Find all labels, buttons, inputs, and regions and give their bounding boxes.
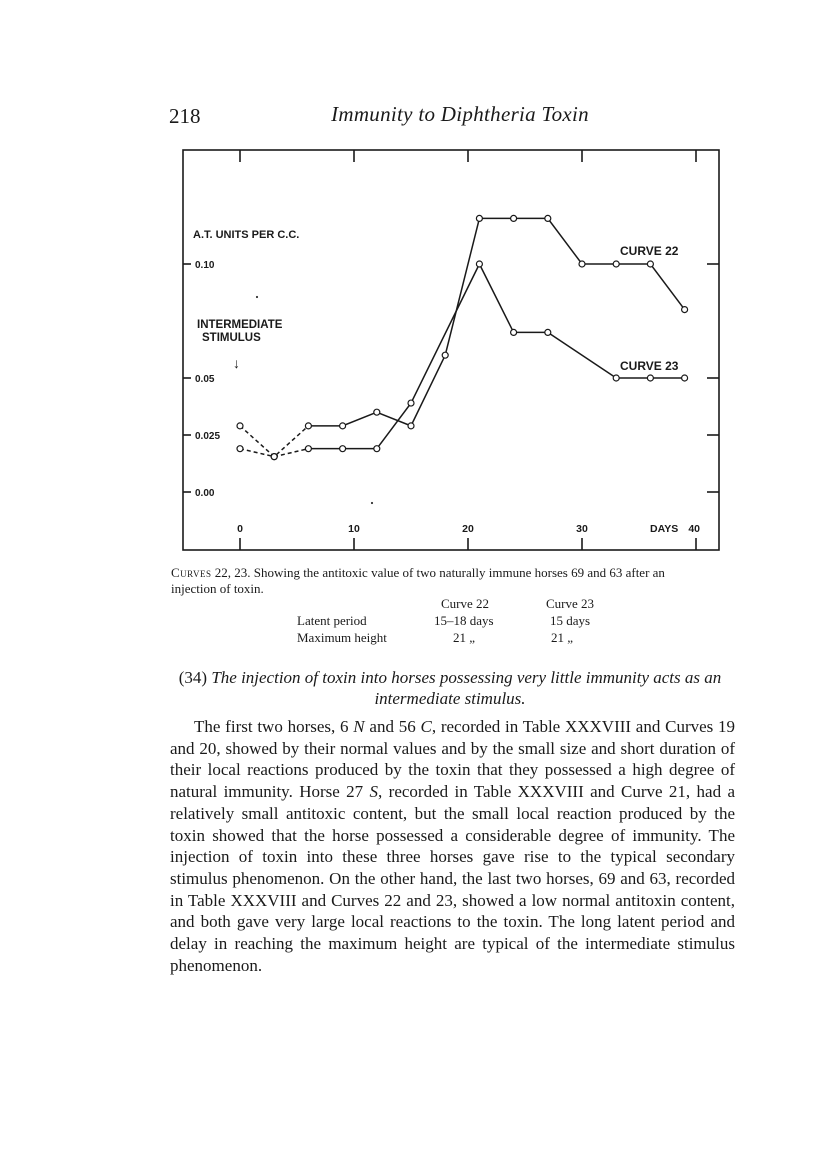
- x-tick-label: 20: [462, 523, 474, 535]
- curve-22-label: CURVE 22: [620, 244, 679, 258]
- body-italic-run: S: [369, 782, 379, 802]
- section-number: (34): [178, 668, 208, 687]
- data-point: [682, 307, 688, 313]
- table-header-curve-23: Curve 23: [546, 596, 595, 611]
- y-tick-labels: [195, 260, 220, 499]
- dashed-segment: [240, 426, 308, 457]
- table-header-curve-22: Curve 22: [441, 596, 490, 611]
- data-point: [305, 423, 311, 429]
- data-point: [442, 352, 448, 358]
- body-text-run: , recorded in Table XXXVIII and Curves 19 and 20, showed by their normal values and by the small size and short duration of their local reactions produced by the toxin that they possessed a high degree of natural immunity. Horse 27: [170, 717, 736, 802]
- body-text-run: The first two horses, 6: [194, 717, 349, 736]
- x-tick-labels: [237, 523, 700, 535]
- x-tick-label: 0: [237, 523, 243, 535]
- data-point: [237, 446, 243, 452]
- y-tick-label: 0.05: [195, 374, 215, 385]
- body-text-run: , recorded in Table XXXVIII and Curve 21, had a relatively small antitoxic content, but the small local reaction produced by the toxin showed that the horse possessed a considerable degree of immunity. The injection of toxin into these three horses gave rise to the typical secondary stimulus phenomenon. On the other hand, the last two horses, 69 and 63, recorded in Table XXXVIII and Curves 22 and 23, showed a low normal antitoxin content, and both gave very large local reactions to the toxin. The long latent period and delay in reaching the maximum height are typical of the intermediate stimulus phenomenon.: [170, 782, 736, 975]
- bottom-tick-marks: [240, 538, 696, 550]
- annotation-line1: INTERMEDIATE: [197, 319, 283, 331]
- y-tick-label: 0.10: [195, 260, 215, 271]
- curve-23-label: CURVE 23: [620, 359, 679, 373]
- body-text-run: and 56: [364, 717, 416, 736]
- data-point: [476, 261, 482, 267]
- data-point: [545, 329, 551, 335]
- table-cell: 15 days: [550, 613, 591, 628]
- data-point: [237, 423, 243, 429]
- body-paragraph: [170, 716, 735, 976]
- chart-frame: [183, 150, 719, 550]
- data-point: [613, 375, 619, 381]
- data-point: [647, 375, 653, 381]
- caption-text: Showing the antitoxic value of two naturally immune horses 69 and 63 after an injection of toxin.: [171, 565, 665, 596]
- body-italic-run: N: [353, 717, 365, 736]
- table-cell: 21 „: [551, 630, 574, 645]
- data-point: [647, 261, 653, 267]
- data-point: [340, 423, 346, 429]
- x-tick-label: 40: [688, 523, 700, 535]
- data-point: [613, 261, 619, 267]
- table-cell: 15–18 days: [434, 613, 494, 628]
- y-axis-title: A.T. UNITS PER C.C.: [193, 229, 300, 241]
- data-point: [511, 215, 517, 221]
- data-point: [374, 409, 380, 415]
- data-point: [305, 446, 311, 452]
- y-tick-label: 0.00: [195, 488, 215, 499]
- data-point: [408, 400, 414, 406]
- speck: [256, 296, 258, 298]
- x-tick-label: 30: [576, 523, 588, 535]
- table-row-label: Maximum height: [297, 630, 387, 645]
- data-point: [682, 375, 688, 381]
- data-point: [545, 215, 551, 221]
- annotation-arrow: ↓: [233, 355, 240, 371]
- data-point: [340, 446, 346, 452]
- table-cell: 21 „: [453, 630, 476, 645]
- x-axis-title: DAYS: [650, 523, 679, 535]
- running-title: Immunity to Diphtheria Toxin: [331, 102, 589, 126]
- data-point: [408, 423, 414, 429]
- data-point: [511, 329, 517, 335]
- data-point: [579, 261, 585, 267]
- section-heading-text: The injection of toxin into horses possessing very little immunity acts as an intermediate stimulus.: [211, 668, 722, 708]
- section-heading: [170, 667, 730, 709]
- speck: [371, 502, 373, 504]
- caption-label: Curves: [171, 565, 212, 580]
- y-tick-label: 0.025: [195, 431, 221, 442]
- figure-caption: [171, 565, 671, 597]
- antitoxin-chart: [0, 0, 816, 560]
- page-number: 218: [169, 104, 201, 128]
- caption-numbers: 22, 23.: [214, 565, 251, 580]
- data-point: [374, 446, 380, 452]
- data-point: [476, 215, 482, 221]
- series-line: [308, 264, 684, 449]
- top-tick-marks: [240, 150, 696, 162]
- x-tick-label: 10: [348, 523, 360, 535]
- annotation-line2: STIMULUS: [202, 332, 261, 344]
- body-italic-run: C: [420, 717, 432, 736]
- data-point: [271, 454, 277, 460]
- table-row-label: Latent period: [297, 613, 367, 628]
